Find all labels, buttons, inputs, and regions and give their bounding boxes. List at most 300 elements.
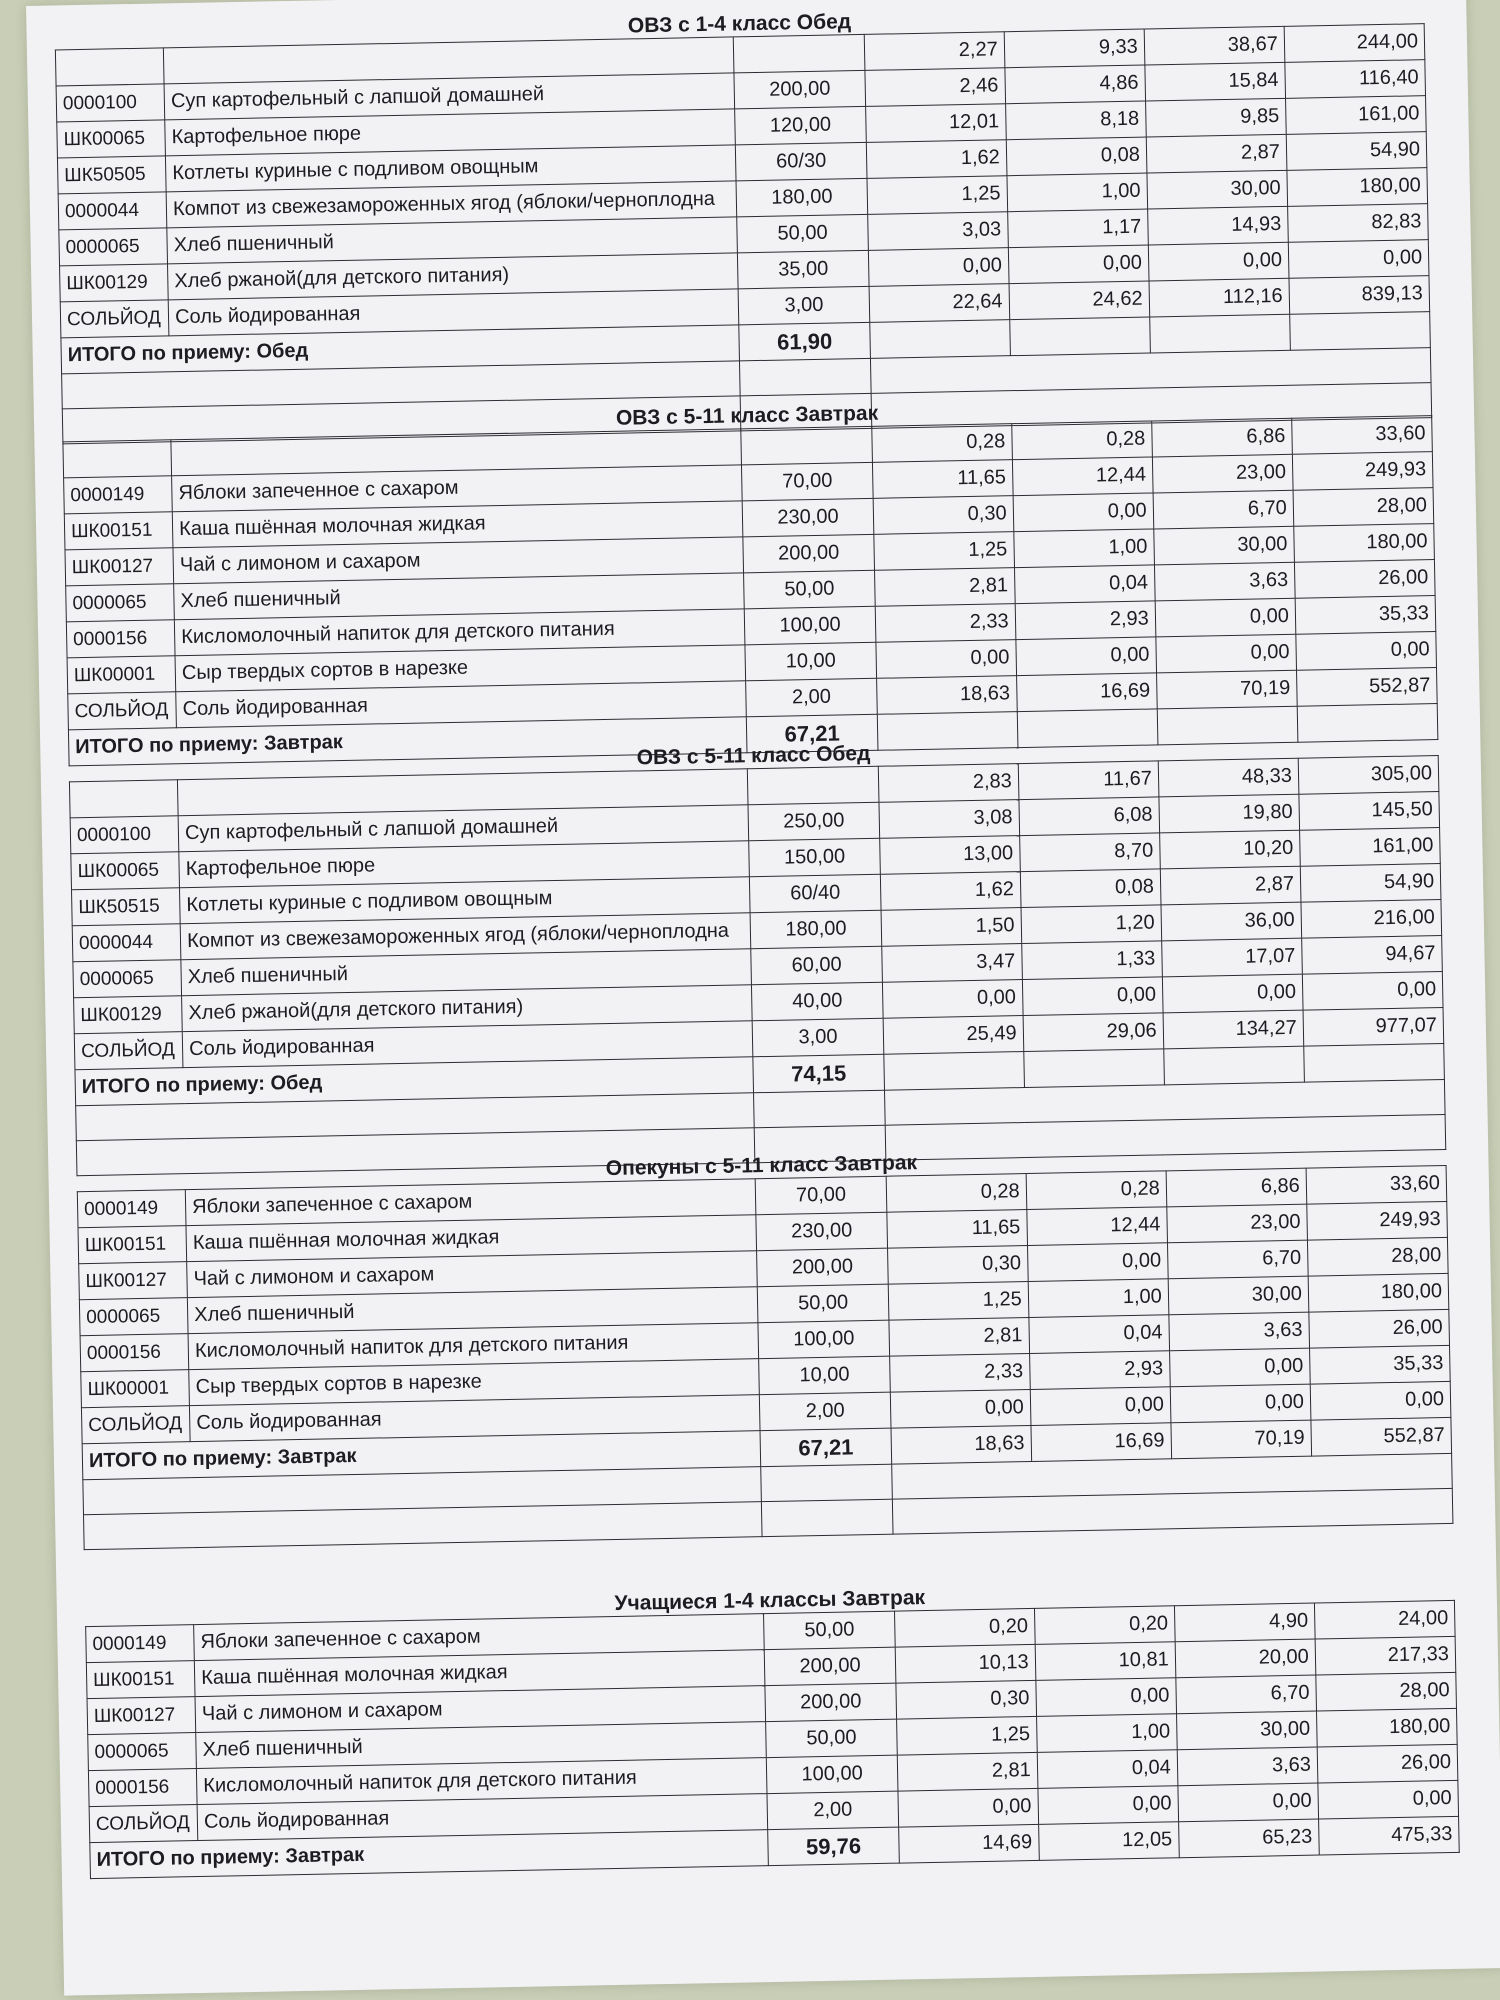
nutrient-value: 0,30 <box>873 496 1014 535</box>
nutrient-value: 26,00 <box>1317 1744 1458 1783</box>
dish-mass: 50,00 <box>737 214 868 252</box>
nutrient-value: 26,00 <box>1294 560 1435 599</box>
nutrient-value: 0,20 <box>894 1608 1035 1647</box>
nutrient-value: 8,70 <box>1019 833 1160 872</box>
nutrient-value: 0,00 <box>1156 634 1297 673</box>
nutrient-value: 33,60 <box>1306 1165 1447 1204</box>
dish-name: Сыр твердых сортов в нарезке <box>189 1359 760 1406</box>
dish-code: 0000156 <box>88 1769 197 1807</box>
dish-mass: 200,00 <box>757 1248 888 1286</box>
nutrient-value: 1,25 <box>867 176 1008 215</box>
dish-mass: 230,00 <box>756 1212 887 1250</box>
dish-name: Компот из свежезамороженных ягод (яблоки/черноплодна <box>180 913 751 960</box>
header-value-cell: 2,83 <box>878 764 1019 803</box>
dish-mass: 40,00 <box>752 982 883 1020</box>
dish-code: 0000149 <box>86 1625 195 1663</box>
nutrient-value: 134,27 <box>1163 1010 1304 1049</box>
nutrient-value: 1,17 <box>1007 209 1148 248</box>
dish-mass: 50,00 <box>758 1284 889 1322</box>
dish-name: Хлеб ржаной(для детского питания) <box>168 253 739 300</box>
dish-mass: 60/40 <box>750 874 881 912</box>
dish-mass: 10,00 <box>759 1356 890 1394</box>
dish-name: Яблоки запеченное с сахаром <box>194 1614 765 1661</box>
dish-mass: 150,00 <box>749 838 880 876</box>
nutrient-value: 18,63 <box>876 676 1017 715</box>
total-value: 16,69 <box>1031 1423 1172 1462</box>
menu-table <box>62 415 1438 766</box>
nutrient-value: 0,28 <box>1026 1171 1167 1210</box>
nutrient-value: 0,04 <box>1029 1315 1170 1354</box>
nutrient-value: 2,46 <box>865 68 1006 107</box>
nutrient-value: 22,64 <box>869 284 1010 323</box>
nutrient-value: 2,81 <box>888 1318 1029 1357</box>
paper-sheet <box>26 0 1500 1996</box>
nutrient-value: 217,33 <box>1315 1636 1456 1675</box>
nutrient-value: 0,00 <box>1008 245 1149 284</box>
nutrient-value: 0,00 <box>1310 1381 1451 1420</box>
nutrient-value: 29,06 <box>1023 1013 1164 1052</box>
menu-table <box>69 755 1446 1176</box>
total-value <box>869 320 1010 359</box>
dish-name: Хлеб пшеничный <box>174 573 745 620</box>
nutrient-value: 2,87 <box>1160 866 1301 905</box>
dish-code: 0000100 <box>56 84 165 122</box>
dish-mass: 200,00 <box>765 1683 896 1721</box>
dish-code: СОЛЬЙОД <box>81 1406 190 1444</box>
section-title: Опекуны с 5-11 класс Завтрак <box>605 1151 918 1181</box>
nutrient-value: 1,62 <box>866 140 1007 179</box>
dish-name: Чай с лимоном и сахаром <box>187 1251 758 1298</box>
nutrient-value: 180,00 <box>1316 1708 1457 1747</box>
dish-name: Компот из свежезамороженных ягод (яблоки/черноплодна <box>166 181 737 228</box>
dish-mass: 3,00 <box>753 1018 884 1056</box>
dish-code: 0000149 <box>77 1190 186 1228</box>
nutrient-value: 0,00 <box>875 640 1016 679</box>
menu-section <box>62 391 1438 766</box>
total-label: ИТОГО по приему: Завтрак <box>82 1431 761 1480</box>
dish-code: ШК00001 <box>81 1370 190 1408</box>
dish-mass: 180,00 <box>751 910 882 948</box>
nutrient-value: 6,70 <box>1153 490 1294 529</box>
dish-code: ШК00151 <box>64 512 173 550</box>
nutrient-value: 10,13 <box>895 1644 1036 1683</box>
total-value <box>1290 312 1431 351</box>
dish-code: 0000065 <box>73 960 182 998</box>
dish-mass: 2,00 <box>746 678 877 716</box>
nutrient-value: 2,93 <box>1029 1351 1170 1390</box>
nutrient-value: 1,25 <box>888 1282 1029 1321</box>
nutrient-value: 1,00 <box>1013 529 1154 568</box>
total-mass: 59,76 <box>768 1827 899 1865</box>
menu-section <box>85 1576 1460 1879</box>
nutrient-value: 30,00 <box>1154 526 1295 565</box>
total-label: ИТОГО по приему: Обед <box>75 1057 754 1106</box>
nutrient-value: 20,00 <box>1175 1639 1316 1678</box>
dish-mass: 200,00 <box>765 1647 896 1685</box>
nutrient-value: 0,08 <box>1006 137 1147 176</box>
blank-cell <box>55 48 164 86</box>
nutrient-value: 0,00 <box>868 248 1009 287</box>
section-title: ОВЗ с 5-11 класс Завтрак <box>615 401 879 430</box>
nutrient-value: 28,00 <box>1293 488 1434 527</box>
nutrient-value: 0,00 <box>882 980 1023 1019</box>
nutrient-value: 23,00 <box>1167 1204 1308 1243</box>
dish-mass: 100,00 <box>745 606 876 644</box>
total-mass: 67,21 <box>747 714 878 752</box>
dish-name: Каша пшённая молочная жидкая <box>194 1650 765 1697</box>
nutrient-value: 9,85 <box>1145 98 1286 137</box>
nutrient-value: 0,00 <box>1036 1678 1177 1717</box>
dish-name: Чай с лимоном и сахаром <box>195 1686 766 1733</box>
dish-name: Картофельное пюре <box>179 841 750 888</box>
total-value: 552,87 <box>1311 1417 1452 1456</box>
dish-mass: 200,00 <box>743 534 874 572</box>
menu-section <box>54 0 1432 444</box>
nutrient-value: 0,00 <box>1178 1783 1319 1822</box>
menu-section <box>76 1141 1453 1550</box>
dish-code: 0000065 <box>59 228 168 266</box>
blank-cell <box>762 1499 893 1536</box>
nutrient-value: 180,00 <box>1294 524 1435 563</box>
dish-code: 0000156 <box>66 620 175 658</box>
dish-mass: 2,00 <box>767 1791 898 1829</box>
nutrient-value: 0,00 <box>1169 1348 1310 1387</box>
blank-cell <box>754 1090 885 1127</box>
nutrient-value: 1,62 <box>880 872 1021 911</box>
nutrient-value: 24,62 <box>1009 281 1150 320</box>
nutrient-value: 0,00 <box>1148 242 1289 281</box>
nutrient-value: 1,25 <box>896 1716 1037 1755</box>
blank-cell <box>741 426 872 464</box>
dish-mass: 60,00 <box>751 946 882 984</box>
dish-code: 0000100 <box>70 816 179 854</box>
total-value: 70,19 <box>1171 1420 1312 1459</box>
dish-name: Каша пшённая молочная жидкая <box>172 501 743 548</box>
nutrient-value: 0,00 <box>1038 1786 1179 1825</box>
header-value-cell: 305,00 <box>1298 756 1439 795</box>
nutrient-value: 3,63 <box>1169 1312 1310 1351</box>
nutrient-value: 0,04 <box>1014 565 1155 604</box>
nutrient-value: 4,86 <box>1005 65 1146 104</box>
total-value <box>1304 1043 1445 1082</box>
nutrient-value: 0,00 <box>1318 1780 1459 1819</box>
nutrient-value: 0,30 <box>895 1680 1036 1719</box>
nutrient-value: 13,00 <box>879 836 1020 875</box>
nutrient-value: 1,00 <box>1028 1279 1169 1318</box>
nutrient-value: 4,90 <box>1174 1603 1315 1642</box>
header-value-cell: 0,28 <box>1011 421 1152 460</box>
nutrient-value: 82,83 <box>1287 204 1428 243</box>
dish-name: Соль йодированная <box>190 1395 761 1442</box>
nutrient-value: 26,00 <box>1309 1309 1450 1348</box>
dish-code: СОЛЬЙОД <box>74 1032 183 1070</box>
nutrient-value: 15,84 <box>1145 62 1286 101</box>
nutrient-value: 54,90 <box>1300 864 1441 903</box>
total-label: ИТОГО по приему: Завтрак <box>90 1830 769 1879</box>
nutrient-value: 28,00 <box>1307 1237 1448 1276</box>
nutrient-value: 19,80 <box>1159 794 1300 833</box>
nutrient-value: 70,19 <box>1156 670 1297 709</box>
nutrient-value: 116,40 <box>1285 60 1426 99</box>
nutrient-value: 0,00 <box>1288 240 1429 279</box>
dish-name: Сыр твердых сортов в нарезке <box>175 645 746 692</box>
dish-code: СОЛЬЙОД <box>60 300 169 338</box>
nutrient-value: 249,93 <box>1292 452 1433 491</box>
nutrient-value: 3,03 <box>867 212 1008 251</box>
dish-name: Котлеты куриные с подливом овощным <box>180 877 751 924</box>
nutrient-value: 249,93 <box>1307 1201 1448 1240</box>
dish-code: ШК00127 <box>65 548 174 586</box>
dish-mass: 180,00 <box>737 178 868 216</box>
nutrient-value: 30,00 <box>1168 1276 1309 1315</box>
dish-name: Соль йодированная <box>197 1794 768 1841</box>
header-value-cell: 244,00 <box>1284 24 1425 63</box>
blank-cell <box>748 766 879 804</box>
nutrient-value: 11,65 <box>886 1210 1027 1249</box>
header-value-cell: 6,86 <box>1151 418 1292 457</box>
total-value <box>1009 317 1150 356</box>
dish-mass: 10,00 <box>745 642 876 680</box>
dish-code: ШК00129 <box>74 996 183 1034</box>
dish-name: Чай с лимоном и сахаром <box>173 537 744 584</box>
nutrient-value: 0,00 <box>1155 598 1296 637</box>
nutrient-value: 839,13 <box>1289 276 1430 315</box>
total-mass: 61,90 <box>739 322 870 360</box>
dish-code: СОЛЬЙОД <box>89 1805 198 1843</box>
total-value: 12,05 <box>1038 1822 1179 1861</box>
total-value <box>1023 1049 1164 1088</box>
nutrient-value: 2,81 <box>874 568 1015 607</box>
nutrient-value: 0,00 <box>1302 971 1443 1010</box>
nutrient-value: 0,20 <box>1034 1606 1175 1645</box>
blank-cell <box>734 34 865 72</box>
total-mass: 67,21 <box>761 1428 892 1466</box>
dish-code: 0000044 <box>58 192 167 230</box>
nutrient-value: 28,00 <box>1316 1672 1457 1711</box>
dish-name: Соль йодированная <box>176 681 747 728</box>
nutrient-value: 112,16 <box>1149 278 1290 317</box>
nutrient-value: 0,08 <box>1020 869 1161 908</box>
nutrient-value: 1,25 <box>873 532 1014 571</box>
dish-name: Хлеб пшеничный <box>187 1287 758 1334</box>
dish-code: ШК00001 <box>67 656 176 694</box>
nutrient-value: 0,00 <box>1022 977 1163 1016</box>
nutrient-value: 23,00 <box>1152 454 1293 493</box>
dish-mass: 3,00 <box>739 286 870 324</box>
nutrient-value: 3,63 <box>1177 1747 1318 1786</box>
dish-name: Кисломолочный напиток для детского питания <box>188 1323 759 1370</box>
header-value-cell: 2,27 <box>864 32 1005 71</box>
header-value-cell: 9,33 <box>1004 29 1145 68</box>
dish-name: Котлеты куриные с подливом овощным <box>166 145 737 192</box>
nutrient-value: 24,00 <box>1314 1600 1455 1639</box>
nutrient-value: 2,33 <box>875 604 1016 643</box>
nutrient-value: 2,93 <box>1015 601 1156 640</box>
nutrient-value: 30,00 <box>1176 1711 1317 1750</box>
nutrient-value: 35,33 <box>1309 1345 1450 1384</box>
dish-name: Яблоки запеченное с сахаром <box>172 465 743 512</box>
nutrient-value: 16,69 <box>1016 673 1157 712</box>
section-title: Учащиеся 1-4 классы Завтрак <box>614 1586 926 1616</box>
nutrient-value: 6,86 <box>1166 1168 1307 1207</box>
nutrient-value: 10,81 <box>1035 1642 1176 1681</box>
dish-mass: 50,00 <box>764 1611 895 1649</box>
dish-mass: 100,00 <box>767 1755 898 1793</box>
dish-code: 0000156 <box>80 1334 189 1372</box>
dish-name: Соль йодированная <box>168 289 739 336</box>
total-value: 18,63 <box>891 1425 1032 1464</box>
nutrient-value: 2,81 <box>897 1752 1038 1791</box>
dish-code: ШК00127 <box>79 1262 188 1300</box>
blank-cell <box>69 780 178 818</box>
nutrient-value: 0,00 <box>1162 974 1303 1013</box>
nutrient-value: 0,00 <box>1030 1387 1171 1426</box>
nutrient-value: 0,00 <box>1296 632 1437 671</box>
nutrient-value: 17,07 <box>1161 938 1302 977</box>
dish-name: Хлеб пшеничный <box>181 949 752 996</box>
dish-name: Каша пшённая молочная жидкая <box>186 1215 757 1262</box>
total-value <box>1164 1046 1305 1085</box>
header-value-cell: 33,60 <box>1292 416 1433 455</box>
menu-table <box>55 23 1432 444</box>
dish-mass: 230,00 <box>743 498 874 536</box>
nutrient-value: 2,87 <box>1146 134 1287 173</box>
dish-name: Кисломолочный напиток для детского питания <box>196 1758 767 1805</box>
nutrient-value: 25,49 <box>883 1016 1024 1055</box>
dish-code: ШК00151 <box>78 1226 187 1264</box>
dish-name: Хлеб пшеничный <box>196 1722 767 1769</box>
dish-code: ШК00127 <box>87 1697 196 1735</box>
nutrient-value: 552,87 <box>1296 668 1437 707</box>
dish-name: Картофельное пюре <box>165 109 736 156</box>
nutrient-value: 14,93 <box>1147 206 1288 245</box>
header-value-cell: 38,67 <box>1144 26 1285 65</box>
nutrient-value: 161,00 <box>1299 828 1440 867</box>
dish-name: Суп картофельный с лапшой домашней <box>164 73 735 120</box>
nutrient-value: 0,28 <box>886 1174 1027 1213</box>
dish-code: ШК00065 <box>71 852 180 890</box>
nutrient-value: 0,00 <box>1016 637 1157 676</box>
header-value-cell: 48,33 <box>1158 758 1299 797</box>
nutrient-value: 6,70 <box>1176 1675 1317 1714</box>
nutrient-value: 12,44 <box>1026 1207 1167 1246</box>
blank-cell <box>740 358 871 395</box>
nutrient-value: 0,30 <box>887 1246 1028 1285</box>
nutrient-value: 8,18 <box>1005 101 1146 140</box>
dish-mass: 200,00 <box>734 70 865 108</box>
dish-mass: 50,00 <box>766 1719 897 1757</box>
nutrient-value: 3,63 <box>1154 562 1295 601</box>
nutrient-value: 12,44 <box>1012 457 1153 496</box>
nutrient-value: 12,01 <box>865 104 1006 143</box>
nutrient-value: 180,00 <box>1308 1273 1449 1312</box>
total-label: ИТОГО по приему: Обед <box>61 325 740 374</box>
nutrient-value: 2,33 <box>889 1353 1030 1392</box>
dish-code: 0000065 <box>79 1298 188 1336</box>
dish-name: Суп картофельный с лапшой домашней <box>178 805 749 852</box>
nutrient-value: 216,00 <box>1301 900 1442 939</box>
dish-code: ШК00151 <box>86 1661 195 1699</box>
dish-code: 0000044 <box>72 924 181 962</box>
dish-name: Соль йодированная <box>182 1021 753 1068</box>
dish-code: ШК50505 <box>57 156 166 194</box>
nutrient-value: 1,33 <box>1021 941 1162 980</box>
dish-mass: 60/30 <box>736 142 867 180</box>
nutrient-value: 0,00 <box>1170 1384 1311 1423</box>
dish-code: СОЛЬЙОД <box>68 692 177 730</box>
dish-mass: 100,00 <box>758 1320 889 1358</box>
nutrient-value: 10,20 <box>1159 830 1300 869</box>
dish-code: 0000065 <box>66 584 175 622</box>
total-value <box>883 1052 1024 1091</box>
nutrient-value: 11,65 <box>872 460 1013 499</box>
nutrient-value: 6,08 <box>1019 797 1160 836</box>
dish-code: ШК00129 <box>60 264 169 302</box>
dish-name: Яблоки запеченное с сахаром <box>185 1179 756 1226</box>
total-value: 65,23 <box>1178 1819 1319 1858</box>
blank-cell <box>761 1464 892 1501</box>
nutrient-value: 1,50 <box>881 908 1022 947</box>
dish-code: ШК00065 <box>57 120 166 158</box>
nutrient-value: 3,47 <box>881 944 1022 983</box>
nutrient-value: 1,00 <box>1007 173 1148 212</box>
nutrient-value: 0,00 <box>890 1389 1031 1428</box>
nutrient-value: 1,00 <box>1036 1714 1177 1753</box>
dish-mass: 70,00 <box>742 462 873 500</box>
nutrient-value: 0,00 <box>898 1788 1039 1827</box>
header-value-cell: 11,67 <box>1018 761 1159 800</box>
nutrient-value: 977,07 <box>1303 1007 1444 1046</box>
nutrient-value: 35,33 <box>1295 596 1436 635</box>
dish-mass: 120,00 <box>735 106 866 144</box>
nutrient-value: 3,08 <box>879 800 1020 839</box>
nutrient-value: 0,04 <box>1037 1750 1178 1789</box>
nutrient-value: 30,00 <box>1147 170 1288 209</box>
menu-table <box>85 1600 1460 1879</box>
total-value <box>1149 314 1290 353</box>
header-value-cell: 0,28 <box>871 424 1012 463</box>
dish-mass: 50,00 <box>744 570 875 608</box>
total-value: 475,33 <box>1318 1816 1459 1855</box>
dish-name: Хлеб пшеничный <box>167 217 738 264</box>
nutrient-value: 94,67 <box>1302 936 1443 975</box>
nutrient-value: 6,70 <box>1167 1240 1308 1279</box>
dish-code: ШК50515 <box>72 888 181 926</box>
nutrient-value: 1,20 <box>1021 905 1162 944</box>
section-title: ОВЗ с 1-4 класс Обед <box>627 10 852 38</box>
nutrient-value: 0,00 <box>1013 493 1154 532</box>
dish-code: 0000149 <box>64 476 173 514</box>
nutrient-value: 54,90 <box>1286 132 1427 171</box>
blank-cell <box>63 440 172 478</box>
nutrient-value: 145,50 <box>1299 792 1440 831</box>
dish-mass: 35,00 <box>738 250 869 288</box>
dish-code: 0000065 <box>88 1733 197 1771</box>
dish-name: Хлеб ржаной(для детского питания) <box>182 985 753 1032</box>
dish-mass: 250,00 <box>748 802 879 840</box>
dish-mass: 70,00 <box>756 1176 887 1214</box>
total-label: ИТОГО по приему: Завтрак <box>68 717 747 766</box>
menu-table <box>77 1165 1454 1550</box>
total-mass: 74,15 <box>753 1054 884 1092</box>
nutrient-value: 36,00 <box>1161 902 1302 941</box>
dish-mass: 2,00 <box>760 1392 891 1430</box>
section-title: ОВЗ с 5-11 класс Обед <box>636 741 871 770</box>
menu-section <box>68 731 1446 1176</box>
nutrient-value: 0,00 <box>1027 1243 1168 1282</box>
total-value: 14,69 <box>898 1824 1039 1863</box>
nutrient-value: 180,00 <box>1287 168 1428 207</box>
